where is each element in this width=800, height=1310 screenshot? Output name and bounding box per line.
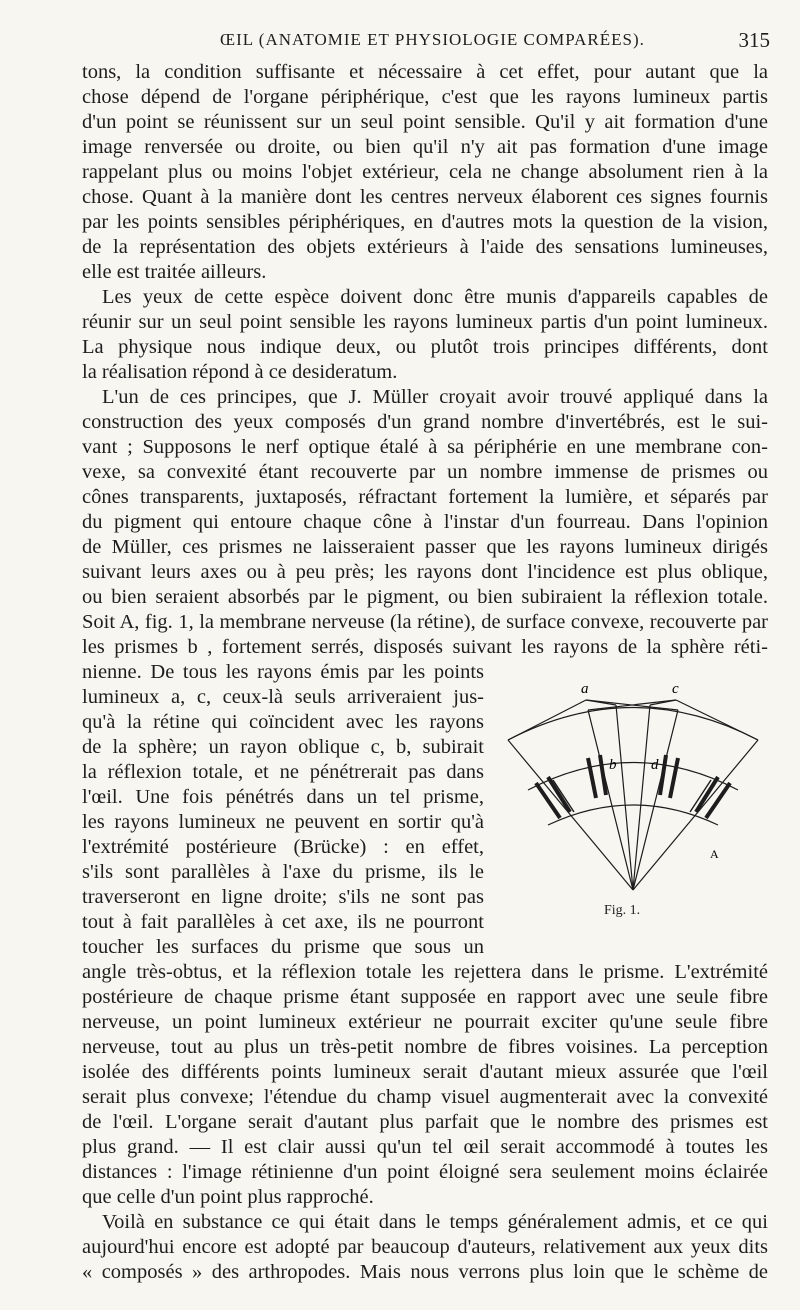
text-line: qu'à la rétine qui coïncident avec les rayons	[82, 711, 484, 733]
running-head: ŒIL (ANATOMIE ET PHYSIOLOGIE COMPARÉES).	[220, 30, 645, 49]
text-line: isolée des différents points lumineux serait d'autant mieux assurée que l'œil	[82, 1061, 768, 1083]
text-line: La physique nous indique deux, ou plutôt trois principes différents, dont	[82, 336, 768, 358]
pigment-sheath	[660, 755, 666, 795]
text-line: serait plus convexe; l'étendue du champ visuel augmenterait avec la convexité	[82, 1086, 768, 1108]
label-d: d	[651, 757, 659, 773]
text-line: de l'œil. L'organe serait d'autant plus parfait que le nombre des prismes est	[82, 1111, 768, 1133]
radius-line	[616, 705, 633, 890]
outer-arc	[508, 708, 758, 741]
text-line: tons, la condition suffisante et nécessaire à cet effet, pour autant que la	[82, 61, 768, 83]
text-line: l'extrémité postérieure (Brücke) : en effet,	[82, 836, 484, 858]
text-line: toucher les surfaces du prisme que sous un	[82, 936, 484, 958]
text-line: de la représentation des objets extérieurs à l'aide des sensations lumineuses,	[82, 236, 768, 258]
radius-line	[633, 705, 650, 890]
text-line: elle est traitée ailleurs.	[82, 261, 267, 283]
text-line: les rayons lumineux ne peuvent en sortir qu'à	[82, 811, 484, 833]
label-c: c	[672, 681, 679, 697]
page-number: 315	[738, 28, 770, 52]
text-line: du pigment qui entoure chaque cône à l'instar d'un fourreau. Dans l'opinion	[82, 511, 768, 533]
text-line: nerveuse, tout au plus un très-petit nombre de fibres voisines. La perception	[82, 1036, 768, 1058]
text-line: lumineux a, c, ceux-là seuls arriveraient jus-	[82, 686, 484, 708]
text-line: les prismes b , fortement serrés, disposés suivant les rayons de la sphère réti-	[82, 636, 768, 658]
text-line: vexe, sa convexité étant recouverte par un nombre immense de prismes ou	[82, 461, 768, 483]
text-line: aujourd'hui encore est adopté par beaucoup d'auteurs, relativement aux yeux dits	[82, 1236, 768, 1258]
text-line: angle très-obtus, et la réflexion totale les rejettera dans le prisme. L'extrémité	[82, 961, 768, 983]
text-line: de la sphère; un rayon oblique c, b, subirait	[82, 736, 484, 758]
text-line: de Müller, ces prismes ne laisseraient passer que les rayons lumineux dirigés	[82, 536, 768, 558]
label-a: a	[581, 681, 589, 697]
figure-caption: Fig. 1.	[604, 903, 641, 918]
ray-line	[676, 700, 758, 740]
text-line: la réalisation répond à ce desideratum.	[82, 361, 398, 383]
label-A: A	[710, 847, 719, 861]
text-line: Voilà en substance ce qui était dans le temps généralement admis, et ce qui	[102, 1211, 768, 1233]
text-line: Les yeux de cette espèce doivent donc être munis d'appareils capables de	[102, 286, 768, 308]
text-line: postérieure de chaque prisme étant supposée en rapport avec une seule fibre	[82, 986, 768, 1008]
text-line: construction des yeux composés d'un grand nombre d'invertébrés, est le sui-	[82, 411, 768, 433]
pigment-sheath	[588, 758, 596, 798]
text-line: chose dépend de l'organe périphérique, c'est que les rayons lumineux partis	[82, 86, 768, 108]
text-line: rappelant plus ou moins l'objet extérieur, cela ne change absolument rien à la	[82, 161, 768, 183]
text-line: plus grand. — Il est clair aussi qu'un tel œil serait accommodé à toutes les	[82, 1136, 768, 1158]
text-line: « composés » des arthropodes. Mais nous verrons plus loin que le schème de	[82, 1261, 768, 1283]
prism-strokes	[553, 780, 711, 812]
text-line: L'un de ces principes, que J. Müller croyait avoir trouvé appliqué dans la	[102, 386, 768, 408]
text-line: ou bien seraient absorbés par le pigment, ou bien subiraient la réflexion totale.	[82, 586, 768, 608]
text-line: cônes transparents, juxtaposés, réfractant fortement la lumière, et séparés par	[82, 486, 768, 508]
text-line: la réflexion totale, et ne pénétrerait pas dans	[82, 761, 484, 783]
label-b: b	[609, 757, 617, 773]
text-line: tout à fait parallèles à cet axe, ils ne pourront	[82, 911, 484, 933]
text-line: l'œil. Une fois pénétrés dans un tel prisme,	[82, 786, 484, 808]
text-line: d'un point se réunissent sur un seul point sensible. Qu'il y ait formation d'une	[82, 111, 768, 133]
pigment-sheath	[670, 758, 678, 798]
text-line: image renversée ou droite, ou bien qu'il n'y ait pas formation d'une image	[82, 136, 768, 158]
text-line: traverseront en ligne droite; s'ils ne sont pas	[82, 886, 484, 908]
ray-line	[508, 700, 586, 740]
text-line: par les points sensibles périphériques, en d'autres mots la question de la vision,	[82, 211, 768, 233]
pigment-sheath	[600, 755, 606, 795]
retina-prism-diagram	[488, 680, 778, 940]
text-line: vant ; Supposons le nerf optique étalé à sa périphérie en une membrane con-	[82, 436, 768, 458]
text-line: suivant leurs axes ou à peu près; les rayons dont l'incidence est plus oblique,	[82, 561, 768, 583]
text-line: que celle d'un point plus rapproché.	[82, 1186, 374, 1208]
text-line: Soit A, fig. 1, la membrane nerveuse (la rétine), de surface convexe, recouverte par	[82, 611, 768, 633]
text-line: chose. Quant à la manière dont les centres nerveux élaborent ces signes fournis	[82, 186, 768, 208]
text-line: s'ils sont parallèles à l'axe du prisme, ils le	[82, 861, 484, 883]
text-line: distances : l'image rétinienne d'un point éloigné sera seulement moins éclairée	[82, 1161, 768, 1183]
text-line: réunir sur un seul point sensible les rayons lumineux partis d'un point lumineux.	[82, 311, 768, 333]
text-line: nienne. De tous les rayons émis par les points	[82, 661, 484, 683]
text-line: nerveuse, un point lumineux extérieur ne pourrait exciter qu'une seule fibre	[82, 1011, 768, 1033]
